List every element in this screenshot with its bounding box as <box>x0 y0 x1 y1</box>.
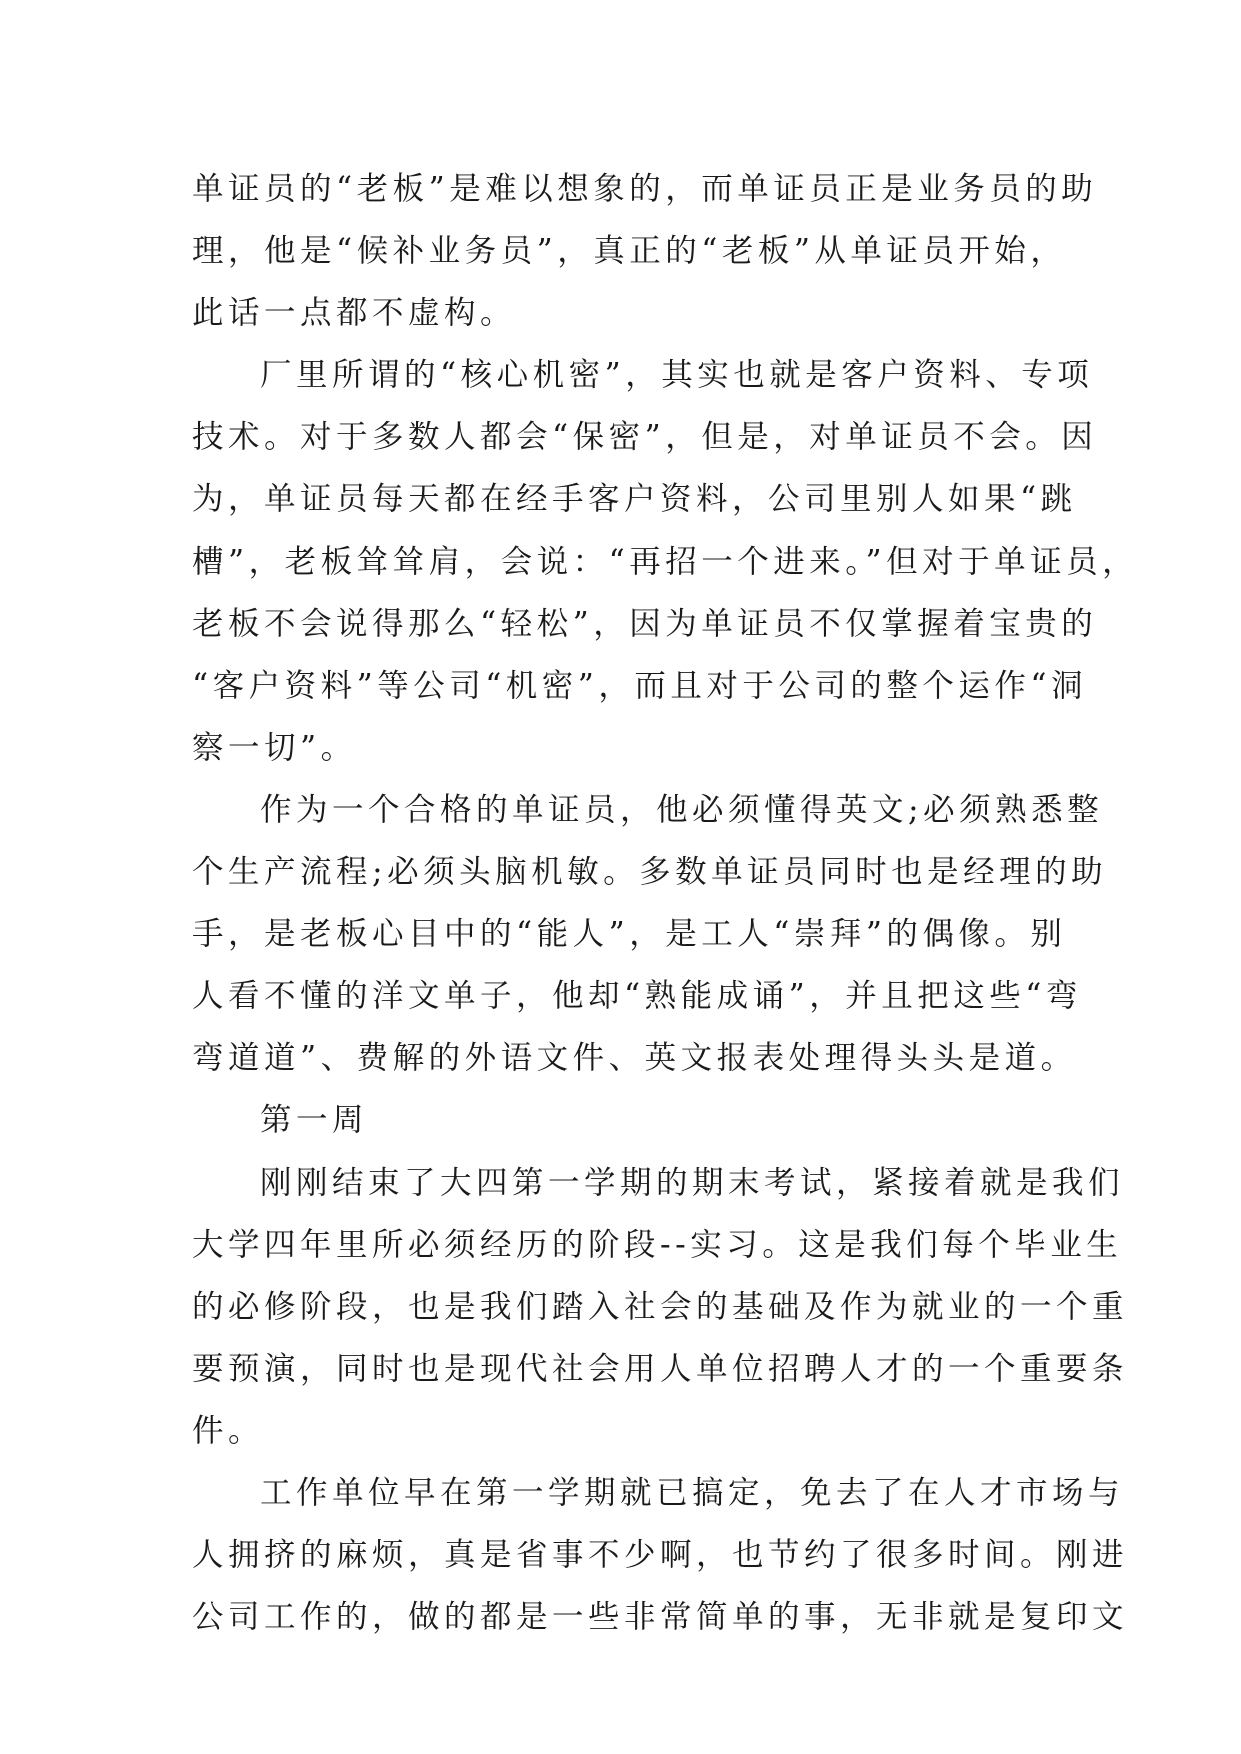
text-line: 人看不懂的洋文单子，他却“熟能成诵”，并且把这些“弯 <box>192 978 1082 1015</box>
paragraph-start-line: 作为一个合格的单证员，他必须懂得英文;必须熟悉整 <box>260 791 1104 828</box>
document-body <box>192 158 1139 1648</box>
text-line: 大学四年里所必须经历的阶段--实习。这是我们每个毕业生 <box>192 1226 1123 1263</box>
paragraph-start-line: 刚刚结束了大四第一学期的期末考试，紧接着就是我们 <box>260 1164 1125 1201</box>
text-line: 单证员的“老板”是难以想象的，而单证员正是业务员的助 <box>192 171 1098 207</box>
section-heading: 第一周 <box>260 1102 369 1139</box>
text-line: 手，是老板心目中的“能人”，是工人“崇拜”的偶像。别 <box>192 916 1067 953</box>
text-line: 理，他是“候补业务员”，真正的“老板”从单证员开始， <box>192 233 1067 270</box>
text-line: 件。 <box>192 1412 265 1449</box>
text-line: 个生产流程;必须头脑机敏。多数单证员同时也是经理的助 <box>192 854 1108 891</box>
text-line: 的必修阶段，也是我们踏入社会的基础及作为就业的一个重 <box>192 1288 1129 1325</box>
paragraph-start-line: 厂里所谓的“核心机密”，其实也就是客户资料、专项 <box>260 357 1094 394</box>
text-line: 察一切”。 <box>192 729 357 766</box>
text-line: “客户资料”等公司“机密”，而且对于公司的整个运作“洞 <box>192 667 1088 704</box>
text-line: 槽”，老板耸耸肩，会说：“再招一个进来。”但对于单证员， <box>192 543 1139 580</box>
text-line: 老板不会说得那么“轻松”，因为单证员不仅掌握着宝贵的 <box>192 605 1098 642</box>
text-line: 要预演，同时也是现代社会用人单位招聘人才的一个重要条 <box>192 1350 1129 1387</box>
text-line: 为，单证员每天都在经手客户资料，公司里别人如果“跳 <box>192 481 1077 518</box>
text-line: 弯道道”、费解的外语文件、英文报表处理得头头是道。 <box>192 1040 1077 1077</box>
text-line: 技术。对于多数人都会“保密”，但是，对单证员不会。因 <box>192 419 1098 456</box>
text-line: 人拥挤的麻烦，真是省事不少啊，也节约了很多时间。刚进 <box>192 1537 1129 1574</box>
text-line: 此话一点都不虚构。 <box>192 295 517 332</box>
paragraph-start-line: 工作单位早在第一学期就已搞定，免去了在人才市场与 <box>260 1474 1125 1511</box>
text-line: 公司工作的，做的都是一些非常简单的事，无非就是复印文 <box>192 1599 1129 1636</box>
